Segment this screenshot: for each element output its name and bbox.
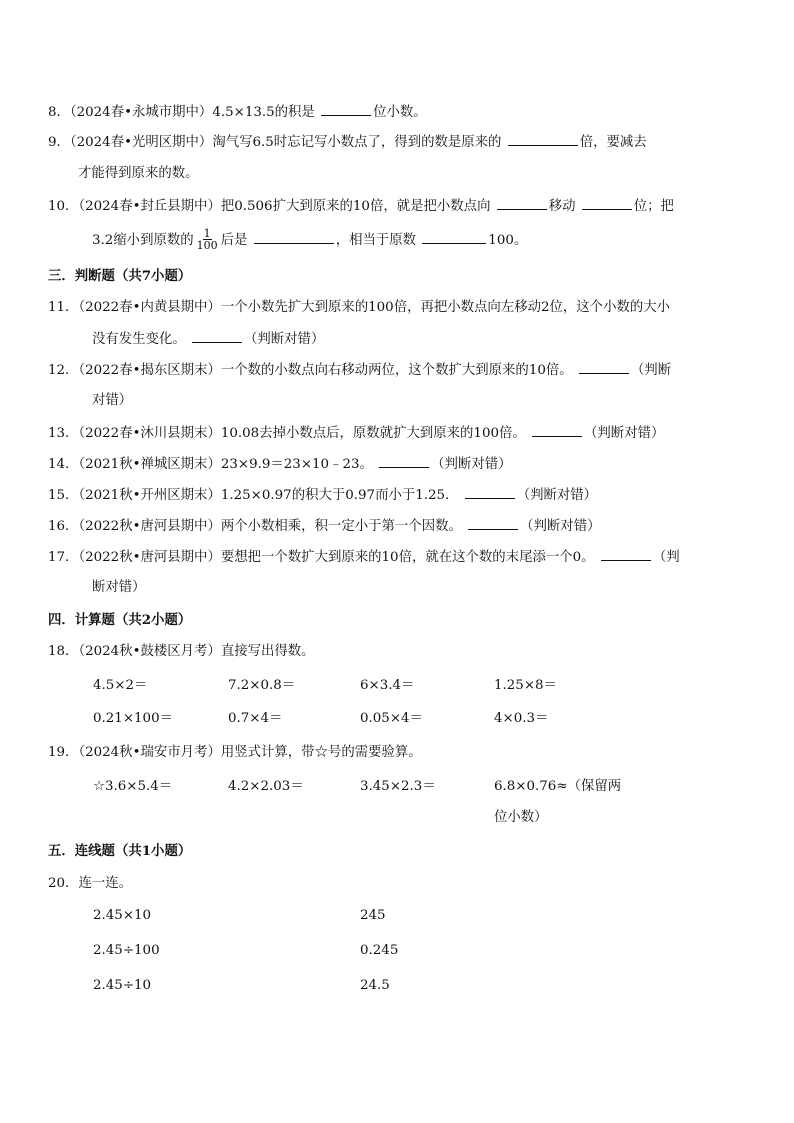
- question-text-cont: 没有发生变化。: [92, 332, 186, 347]
- question-12-line2: [92, 393, 132, 409]
- question-9-line2: [78, 165, 199, 182]
- match-right-item[interactable]: 24.5: [360, 978, 390, 993]
- question-text-tail: （判断对错）: [244, 332, 325, 347]
- question-text: （2022春•沐川县期末）10.08去掉小数点后，原数就扩大到原来的100倍。: [78, 426, 526, 441]
- question-number: 11．: [48, 300, 79, 315]
- question-text-tail: （判断对错）: [584, 426, 665, 441]
- question-number: 13．: [48, 426, 79, 441]
- question-text: （2024秋•瑞安市月考）用竖式计算，带☆号的需要验算。: [78, 745, 422, 760]
- calc-item: 6×3.4＝: [360, 678, 415, 693]
- question-number: 12．: [48, 363, 79, 378]
- answer-blank[interactable]: [321, 104, 371, 116]
- question-text-cont: 后是: [220, 233, 248, 248]
- question-text: （2021秋•禅城区期末）23×9.9＝23×10﹣23。: [78, 457, 373, 472]
- match-right-item[interactable]: 245: [360, 908, 386, 923]
- question-number: 9．: [48, 135, 70, 150]
- question-11: [48, 300, 670, 316]
- match-left-item[interactable]: 2.45÷10: [93, 978, 152, 993]
- answer-blank[interactable]: [508, 134, 578, 146]
- question-text: （2022秋•唐河县期中）要想把一个数扩大到原来的10倍，就在这个数的末尾添一个0。: [78, 550, 595, 565]
- question-text: （2022秋•唐河县期中）两个小数相乘，积一定小于第一个因数。: [78, 519, 462, 534]
- question-text-cont: 断对错）: [92, 580, 146, 595]
- question-text-tail: 位；把: [633, 199, 674, 214]
- question-12: [48, 362, 671, 379]
- section-5-title: 五．连线题（共1小题）: [48, 843, 192, 859]
- calc-item: 7.2×0.8＝: [228, 678, 296, 693]
- calc-item: 4.2×2.03＝: [228, 779, 304, 794]
- section-4-title: 四．计算题（共2小题）: [48, 612, 192, 628]
- calc-item: 1.25×8＝: [494, 678, 557, 693]
- question-19: [48, 745, 422, 761]
- question-text: （2021秋•开州区期末）1.25×0.97的积大于0.97而小于1.25．: [78, 488, 459, 503]
- question-10-line2: [92, 229, 527, 252]
- question-18: [48, 644, 315, 660]
- question-number: 14．: [48, 457, 79, 472]
- answer-blank[interactable]: [465, 487, 515, 499]
- question-text-cont: 3.2缩小到原数的: [92, 233, 194, 248]
- question-13: [48, 425, 664, 442]
- question-20: [48, 876, 132, 892]
- question-number: 20．: [48, 876, 79, 891]
- calc-item: 4×0.3＝: [494, 711, 549, 726]
- question-11-line2: [92, 331, 324, 348]
- calc-item: 4.5×2＝: [93, 678, 148, 693]
- question-number: 16．: [48, 519, 79, 534]
- calc-item: 6.8×0.76≈（保留两: [494, 779, 622, 794]
- question-number: 19．: [48, 745, 79, 760]
- fraction: [196, 228, 219, 251]
- question-text-tail: 位小数。: [373, 105, 427, 120]
- section-3-title: 三．判断题（共7小题）: [48, 268, 192, 284]
- question-text-cont: ，相当于原数: [335, 233, 417, 248]
- question-number: 15．: [48, 488, 79, 503]
- question-text: （2024秋•鼓楼区月考）直接写出得数。: [78, 644, 315, 659]
- question-16: [48, 518, 600, 535]
- fraction-numerator: 1: [203, 227, 211, 240]
- question-text-cont: 100。: [488, 233, 528, 248]
- calc-item: 3.45×2.3＝: [360, 779, 436, 794]
- question-text-mid: 倍，要减去: [579, 135, 647, 150]
- calc-item: 0.7×4＝: [228, 711, 283, 726]
- question-17-line2: [92, 580, 146, 596]
- answer-blank[interactable]: [582, 198, 632, 210]
- match-left-item[interactable]: 2.45×10: [93, 908, 152, 923]
- question-text: （2022春•揭东区期末）一个数的小数点向右移动两位，这个数扩大到原来的10倍。: [78, 363, 573, 378]
- question-text-tail: （判断对错）: [520, 519, 601, 534]
- calc-item: ☆3.6×5.4＝: [93, 779, 173, 794]
- answer-blank[interactable]: [254, 232, 334, 244]
- question-number: 10．: [48, 199, 79, 214]
- question-15: [48, 487, 597, 504]
- question-text-tail: （判: [652, 550, 680, 565]
- calc-item-cont: 位小数）: [494, 810, 548, 825]
- fraction-denominator: 100: [196, 239, 218, 252]
- question-text-cont: 对错）: [92, 393, 133, 408]
- answer-blank[interactable]: [468, 518, 518, 530]
- answer-blank[interactable]: [579, 362, 629, 374]
- question-14: [48, 456, 512, 473]
- answer-blank[interactable]: [532, 425, 582, 437]
- answer-blank[interactable]: [192, 331, 242, 343]
- calc-item: 0.05×4＝: [360, 711, 423, 726]
- question-text-mid: 移动: [548, 199, 576, 214]
- question-8: [48, 104, 427, 121]
- question-number: 8．: [48, 105, 70, 120]
- answer-blank[interactable]: [497, 198, 547, 210]
- question-text-tail: （判断对错）: [516, 488, 598, 503]
- answer-blank[interactable]: [601, 549, 651, 561]
- match-right-item[interactable]: 0.245: [360, 943, 399, 958]
- question-text: （2024春•光明区期中）淘气写6.5时忘记写小数点了，得到的数是原来的: [69, 135, 502, 150]
- answer-blank[interactable]: [379, 456, 429, 468]
- calc-item: 0.21×100＝: [93, 711, 173, 726]
- question-text-cont: 才能得到原来的数。: [78, 166, 199, 181]
- match-left-item[interactable]: 2.45÷100: [93, 943, 160, 958]
- question-text: （2022春•内黄县期中）一个小数先扩大到原来的100倍，再把小数点向左移动2位，这个小数的大小: [78, 300, 671, 315]
- question-text: （2024春•封丘县期中）把0.506扩大到原来的10倍，就是把小数点向: [78, 199, 491, 214]
- question-10: [48, 198, 674, 215]
- question-text-tail: （判断: [630, 363, 672, 378]
- question-text: 连一连。: [78, 876, 132, 891]
- question-number: 17．: [48, 550, 79, 565]
- question-9: [48, 134, 647, 151]
- question-17: [48, 549, 680, 566]
- question-text: （2024春•永城市期中）4.5×13.5的积是: [69, 105, 315, 120]
- answer-blank[interactable]: [422, 232, 486, 244]
- question-text-tail: （判断对错）: [431, 457, 512, 472]
- question-number: 18．: [48, 644, 79, 659]
